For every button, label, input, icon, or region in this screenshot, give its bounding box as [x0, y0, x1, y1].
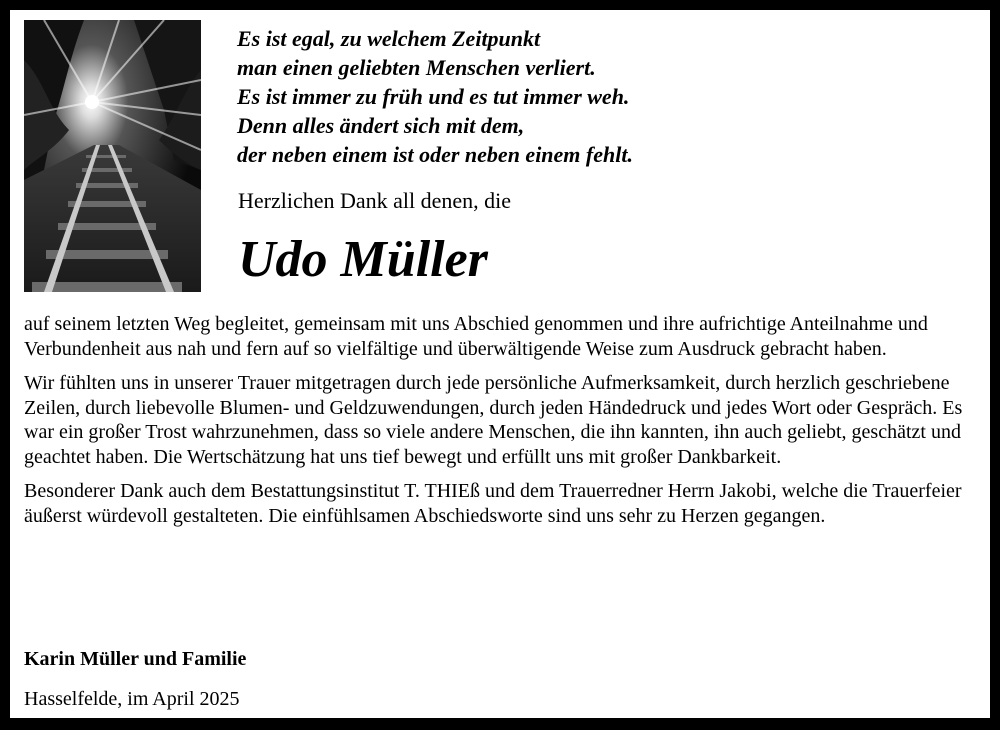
notice-body — [24, 312, 979, 538]
body-paragraph: auf seinem letzten Weg begleitet, gemeinsam mit uns Abschied genommen und ihre aufrichtige Anteilnahme und Verbundenheit aus nah und fern auf so vielfältige und überwältigende Weise zum Ausdruck gebracht haben. — [24, 313, 928, 360]
poem-line: der neben einem ist oder neben einem fehlt. — [237, 142, 633, 167]
poem-line: Denn alles ändert sich mit dem, — [237, 113, 525, 138]
poem — [237, 24, 977, 169]
railway-sunset-photo — [24, 20, 201, 292]
deceased-name: Udo Müller — [238, 231, 488, 288]
body-paragraph: Wir fühlten uns in unserer Trauer mitgetragen durch jede persönliche Aufmerksamkeit, durch herzlich geschriebene Zeilen, durch liebevolle Blumen- und Geldzuwendungen, durch jeden Händedruck und jedes Wort oder Gespräch. Es war ein großer Trost wahrzunehmen, dass so viele andere Menschen, die ihn kannten, ihn auch geliebt, geschätzt und geachtet haben. Die Wertschätzung hat uns tief bewegt und erfüllt uns mit großer Dankbarkeit. — [24, 372, 963, 468]
poem-line: Es ist immer zu früh und es tut immer weh. — [237, 84, 630, 109]
thanks-intro: Herzlichen Dank all denen, die — [238, 188, 512, 213]
signature: Karin Müller und Familie — [24, 648, 247, 670]
poem-line: Es ist egal, zu welchem Zeitpunkt — [237, 26, 541, 51]
place-date: Hasselfelde, im April 2025 — [24, 688, 240, 710]
obituary-notice — [10, 10, 990, 718]
railway-photo-illustration — [24, 20, 201, 292]
body-paragraph: Besonderer Dank auch dem Bestattungsinstitut T. THIEß und dem Trauerredner Herrn Jakobi, welche die Trauerfeier äußerst würdevoll gestalteten. Die einfühlsamen Abschiedsworte sind uns sehr zu Herzen gegangen. — [24, 480, 962, 527]
poem-line: man einen geliebten Menschen verliert. — [237, 55, 596, 80]
